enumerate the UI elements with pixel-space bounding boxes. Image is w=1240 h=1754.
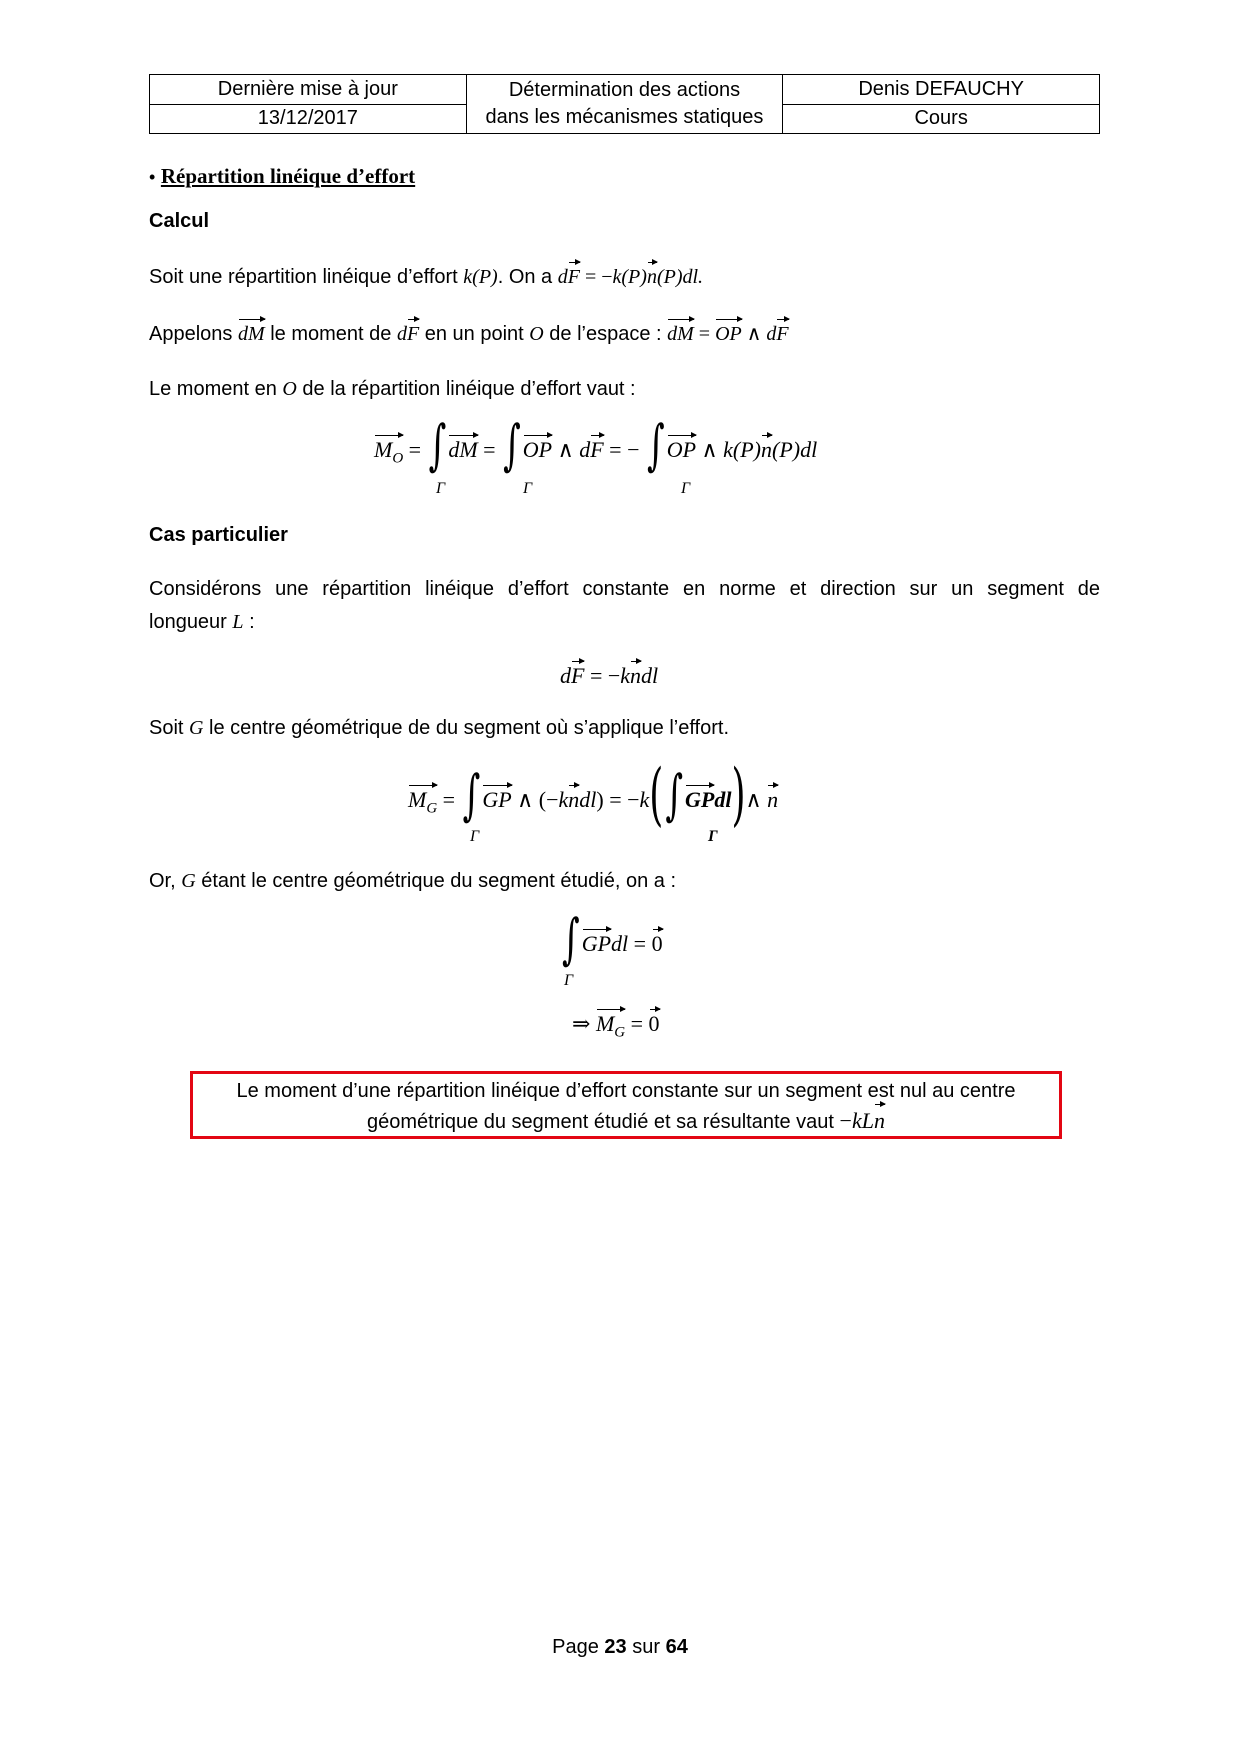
- bullet-icon: •: [149, 167, 156, 187]
- calcul-p2-text-d: de l’espace :: [543, 323, 668, 345]
- calcul-p2-text-b: le moment de: [264, 323, 397, 345]
- calcul-heading: Calcul: [149, 210, 210, 232]
- header-date: 13/12/2017: [150, 104, 467, 134]
- page-footer: [0, 1636, 1240, 1659]
- footer-separator: sur: [626, 1636, 666, 1658]
- section-title: Répartition linéique d’effort: [160, 164, 416, 188]
- conclusion-box: [190, 1071, 1062, 1139]
- conclusion-line2: [193, 1106, 1059, 1137]
- integral-domain-gamma: Γ: [564, 972, 574, 989]
- calcul-p3-text-a: Le moment en: [149, 378, 283, 400]
- math-O: O: [282, 378, 297, 400]
- equation-MG-zero: ⇒ $M_G = 0$: [572, 1011, 660, 1041]
- integral-domain-gamma: Γ: [436, 480, 446, 497]
- calcul-paragraph-3: [149, 376, 636, 402]
- footer-prefix: Page: [552, 1636, 605, 1658]
- equation-dF-constant: dF = −kndl: [560, 663, 659, 688]
- cas-p2-text-a: Soit: [149, 717, 190, 739]
- header-kind: Cours: [783, 104, 1100, 134]
- math-O: O: [529, 323, 544, 345]
- calcul-p1-text-a: Soit une répartition linéique d’effort: [149, 266, 464, 288]
- integral-domain-gamma: Γ: [470, 828, 480, 845]
- cas-p3-text-b: étant le centre géométrique du segment étudié, on a :: [195, 870, 676, 892]
- math-dM: dM: [237, 323, 265, 345]
- integral-domain-gamma: Γ: [708, 828, 718, 845]
- header-updated-label: Dernière mise à jour: [150, 75, 467, 105]
- math-L: L: [232, 611, 244, 633]
- calcul-p1-text-b: . On a: [497, 266, 558, 288]
- math-dF-expression: dF = −k(P)n(P)dl.: [557, 266, 704, 288]
- section-title-row: [149, 163, 415, 190]
- cas-paragraph-2: [149, 715, 729, 741]
- math-G: G: [189, 717, 204, 739]
- math-dM-definition: dM = OP ∧ dF: [667, 323, 789, 345]
- calcul-p2-text-c: en un point: [419, 323, 530, 345]
- header-table: [149, 74, 1100, 134]
- header-title-line1: Détermination des actions: [508, 79, 741, 101]
- cas-p1-text: longueur: [149, 611, 233, 633]
- cas-heading: Cas particulier: [149, 524, 288, 546]
- cas-paragraph-1-line1: Considérons une répartition linéique d’effort constante en norme et direction sur un segment de: [149, 578, 1100, 600]
- calcul-p3-text-b: de la répartition linéique d’effort vaut :: [296, 378, 636, 400]
- cas-paragraph-3: [149, 868, 676, 894]
- conclusion-line1: Le moment d’une répartition linéique d’effort constante sur un segment est nul au centre: [236, 1080, 1016, 1102]
- header-author: Denis DEFAUCHY: [783, 75, 1100, 105]
- header-title-line2: dans les mécanismes statiques: [485, 106, 764, 128]
- math-minus-kLn: −kLn: [840, 1108, 885, 1133]
- calcul-p2-text-a: Appelons: [149, 323, 238, 345]
- conclusion-line2-text: géométrique du segment étudié et sa résultante vaut: [367, 1111, 840, 1133]
- cas-p3-text-a: Or,: [149, 870, 182, 892]
- cas-p2-text-b: le centre géométrique de du segment où s’applique l’effort.: [203, 717, 730, 739]
- page-number: 23: [604, 1636, 627, 1658]
- equation-integral-GP-zero: ∫GPdl = 0: [562, 908, 663, 972]
- math-kP: k(P): [463, 266, 498, 288]
- page-total: 64: [665, 1636, 688, 1658]
- calcul-paragraph-1: [149, 264, 703, 290]
- math-G: G: [181, 870, 196, 892]
- calcul-paragraph-2: [149, 321, 789, 347]
- math-dF: dF: [396, 323, 420, 345]
- equation-moment-G: $M_G = \int GP$ ∧ (−kndl) = −k(∫GPdl)∧ n: [408, 756, 779, 835]
- cas-paragraph-1-line2: longueur L :: [149, 611, 255, 633]
- integral-domain-gamma: Γ: [523, 480, 533, 497]
- integral-domain-gamma: Γ: [681, 480, 691, 497]
- header-title: [466, 75, 783, 134]
- equation-moment-O: $M_O = \int dM = \int OP$ ∧ dF = − ∫OP ∧ k(P)n(P)dl: [374, 414, 818, 478]
